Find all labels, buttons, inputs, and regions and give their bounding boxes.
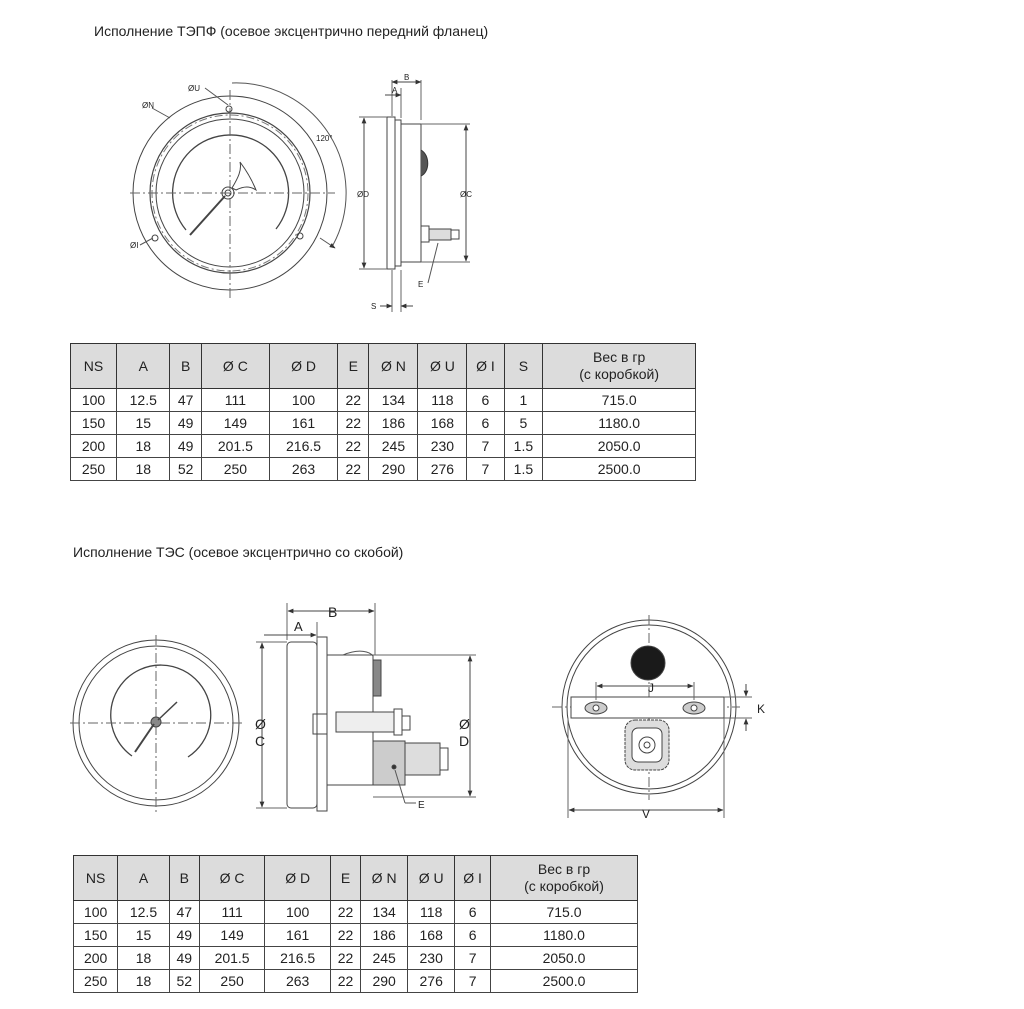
table-cell: 200 [74,947,118,970]
section2-caption: Исполнение ТЭС (осевое эксцентрично со скобой) [73,544,404,560]
column-header: Ø N [369,344,418,389]
table-cell: 100 [269,389,337,412]
table-cell: 12.5 [118,901,169,924]
label-dim-c-symbol: Ø [255,716,266,732]
label-dim-e-bracket: E [418,800,425,811]
label-dim-k: K [757,702,766,716]
label-dim-a-side: A [392,86,398,95]
table-cell: 22 [330,970,360,993]
table-cell: 715.0 [543,389,696,412]
column-header: Ø D [269,344,337,389]
label-dim-d-side: ØD [357,190,369,199]
column-header: A [118,856,169,901]
table-row [74,901,638,924]
table-cell: 118 [408,901,455,924]
column-header: Ø I [467,344,504,389]
table-cell: 216.5 [269,435,337,458]
table-cell: 49 [170,412,201,435]
column-header: NS [74,856,118,901]
column-header: Вес в гр (с коробкой) [543,344,696,389]
table-cell: 2500.0 [543,458,696,481]
spec-table-flange [70,343,696,481]
table-cell: 22 [330,901,360,924]
table-cell: 12.5 [117,389,170,412]
table-cell: 100 [74,901,118,924]
label-dim-e-side: E [418,280,424,289]
table-cell: 7 [467,458,504,481]
table-cell: 7 [455,970,491,993]
table-cell: 216.5 [265,947,331,970]
table-cell: 149 [201,412,269,435]
table-cell: 18 [118,947,169,970]
bracket-gauge-rear-view [552,615,752,818]
table-cell: 290 [361,970,408,993]
table-cell: 290 [369,458,418,481]
table-cell: 49 [170,435,201,458]
table-cell: 250 [71,458,117,481]
label-dim-c-side: ØC [460,190,472,199]
table-row [74,970,638,993]
table-cell: 15 [118,924,169,947]
table-cell: 15 [117,412,170,435]
table-row [74,924,638,947]
table-cell: 100 [71,389,117,412]
table-cell: 7 [467,435,504,458]
column-header: Ø C [201,344,269,389]
column-header: Ø U [408,856,455,901]
table-cell: 150 [71,412,117,435]
table-cell: 111 [201,389,269,412]
table-row [71,435,696,458]
label-angle: 120° [316,134,333,143]
flange-gauge-front-view [130,83,346,300]
table-cell: 49 [169,924,199,947]
table-cell: 201.5 [199,947,265,970]
label-dim-d-bracket: D [459,733,470,749]
label-dim-b-bracket: B [328,604,338,620]
table-cell: 22 [338,412,369,435]
column-header: Ø U [418,344,467,389]
table-cell: 2500.0 [491,970,638,993]
table-cell: 22 [338,435,369,458]
column-header: B [169,856,199,901]
column-header: E [338,344,369,389]
column-header: Ø C [199,856,265,901]
column-header: Ø N [361,856,408,901]
table-cell: 168 [418,412,467,435]
table-cell: 250 [201,458,269,481]
table-cell: 52 [170,458,201,481]
column-header: Ø D [265,856,331,901]
table-cell: 6 [467,389,504,412]
label-dim-s-side: S [371,302,377,311]
table-cell: 22 [330,947,360,970]
table-cell: 161 [269,412,337,435]
label-dim-j: J [648,681,654,695]
table-cell: 245 [369,435,418,458]
label-dim-i: ØI [130,241,139,250]
label-dim-d-symbol: Ø [459,716,470,732]
table-cell: 715.0 [491,901,638,924]
table-cell: 6 [455,901,491,924]
table-cell: 118 [418,389,467,412]
column-header: Ø I [455,856,491,901]
table-cell: 230 [408,947,455,970]
column-header: S [504,344,543,389]
table-cell: 22 [338,389,369,412]
label-dim-v: V [642,807,651,821]
table-cell: 1 [504,389,543,412]
table-cell: 186 [369,412,418,435]
table-cell: 245 [361,947,408,970]
table-cell: 2050.0 [543,435,696,458]
label-dim-b-side: B [404,73,410,82]
table-cell: 52 [169,970,199,993]
table-cell: 18 [117,458,170,481]
table-row [71,458,696,481]
table-cell: 250 [74,970,118,993]
table-cell: 22 [338,458,369,481]
table-cell: 6 [455,924,491,947]
flange-gauge-side-view [359,80,470,312]
column-header: NS [71,344,117,389]
table-cell: 1180.0 [543,412,696,435]
table-cell: 1180.0 [491,924,638,947]
column-header: B [170,344,201,389]
table-cell: 134 [369,389,418,412]
table-header-row [74,856,638,901]
table-cell: 150 [74,924,118,947]
label-dim-n: ØN [142,101,154,110]
table-cell: 7 [455,947,491,970]
table-cell: 1.5 [504,435,543,458]
label-dim-c-bracket: C [255,733,266,749]
table-cell: 161 [265,924,331,947]
table-cell: 263 [265,970,331,993]
table-cell: 111 [199,901,265,924]
table-cell: 47 [170,389,201,412]
table-cell: 47 [169,901,199,924]
table-cell: 250 [199,970,265,993]
label-dim-a-bracket: A [294,619,303,634]
label-dim-u: ØU [188,84,200,93]
table-cell: 1.5 [504,458,543,481]
table-row [71,412,696,435]
table-cell: 201.5 [201,435,269,458]
column-header: A [117,344,170,389]
table-cell: 276 [418,458,467,481]
table-cell: 276 [408,970,455,993]
bracket-gauge-side-view [256,603,476,811]
table-cell: 18 [117,435,170,458]
column-header: Вес в гр (с коробкой) [491,856,638,901]
table-row [71,389,696,412]
table-cell: 49 [169,947,199,970]
table-header-row [71,344,696,389]
table-cell: 134 [361,901,408,924]
section1-caption: Исполнение ТЭПФ (осевое эксцентрично передний фланец) [94,23,489,39]
table-cell: 5 [504,412,543,435]
table-cell: 149 [199,924,265,947]
table-cell: 22 [330,924,360,947]
column-header: E [330,856,360,901]
table-cell: 186 [361,924,408,947]
table-cell: 6 [467,412,504,435]
table-cell: 200 [71,435,117,458]
table-cell: 230 [418,435,467,458]
table-cell: 263 [269,458,337,481]
table-cell: 100 [265,901,331,924]
table-cell: 18 [118,970,169,993]
table-row [74,947,638,970]
bracket-gauge-front-view [70,635,245,812]
spec-table-bracket [73,855,638,993]
table-cell: 168 [408,924,455,947]
table-cell: 2050.0 [491,947,638,970]
